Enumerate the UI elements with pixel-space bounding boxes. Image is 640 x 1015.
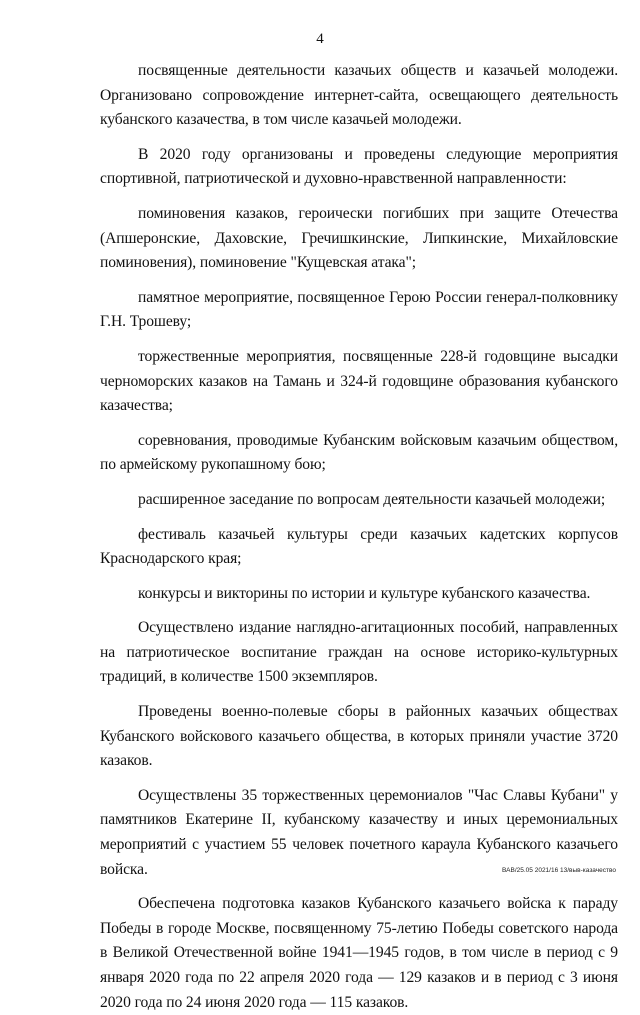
paragraph-youth-activities: посвященные деятельности казачьих обществ и казачьей молодежи. Организовано сопровождение интернет-сайта, освещающего деятельность кубанского казачества, в том числе казачьей молодежи. [100,62,618,129]
document-reference-footer: ВАВ/25.05 2021/16 13/выв-казачество [502,867,616,874]
paragraph-victory-parade: Обеспечена подготовка казаков Кубанского казачьего войска к параду Победы в городе Москве, посвященному 75-летию Победы советского народа в Великой Отечественной войне 1941—1945 годов, в том числе в период с 9 января 2020 года по 22 апреля 2020 года — 129 казаков и в период с 3 июня 2020 года по 24 июня 2020 года — 115 казаков. [100,895,618,1011]
list-item-commemorations: поминовения казаков, героически погибших при защите Отечества (Апшеронские, Даховские, Гречишкинские, Липкинские, Михайловские поминовения), поминовение "Кущевская атака"; [100,204,618,272]
list-item-anniversary-events: торжественные мероприятия, посвященные 228-й годовщине высадки черноморских казаков на Тамань и 324-й годовщине образования кубанского казачества; [100,347,618,415]
paragraph-publications: Осуществлено издание наглядно-агитационных пособий, направленных на патриотическое воспитание граждан на основе историко-культурных традиций, в количестве 1500 экземпляров. [100,619,618,686]
list-item-culture-festival: фестиваль казачьей культуры среди казачьих кадетских корпусов Краснодарского края; [100,525,618,568]
list-item-combat-competitions: соревнования, проводимые Кубанским войсковым казачьим обществом, по армейскому рукопашному бою; [100,431,618,474]
list-item-troshev-memorial: памятное мероприятие, посвященное Герою России генерал-полковнику Г.Н. Трошеву; [100,288,618,331]
paragraph-ceremonies: Осуществлены 35 торжественных церемониалов "Час Славы Кубани" у памятников Екатерине II, кубанскому казачеству и иных церемониальных мероприятий с участием 55 человек почетного караула Кубанского казачьего войска. [100,786,618,878]
paragraph-events-intro: В 2020 году организованы и проведены следующие мероприятия спортивной, патриотической и духовно-нравственной направленности: [100,145,618,188]
list-item-youth-meeting: расширенное заседание по вопросам деятельности казачьей молодежи; [138,490,606,508]
paragraph-field-camps: Проведены военно-полевые сборы в районных казачьих обществах Кубанского войскового казачьего общества, в которых приняли участие 3720 казаков. [100,703,618,770]
list-item-contests: конкурсы и викторины по истории и культуре кубанского казачества. [138,584,591,602]
page-number: 4 [316,31,324,47]
